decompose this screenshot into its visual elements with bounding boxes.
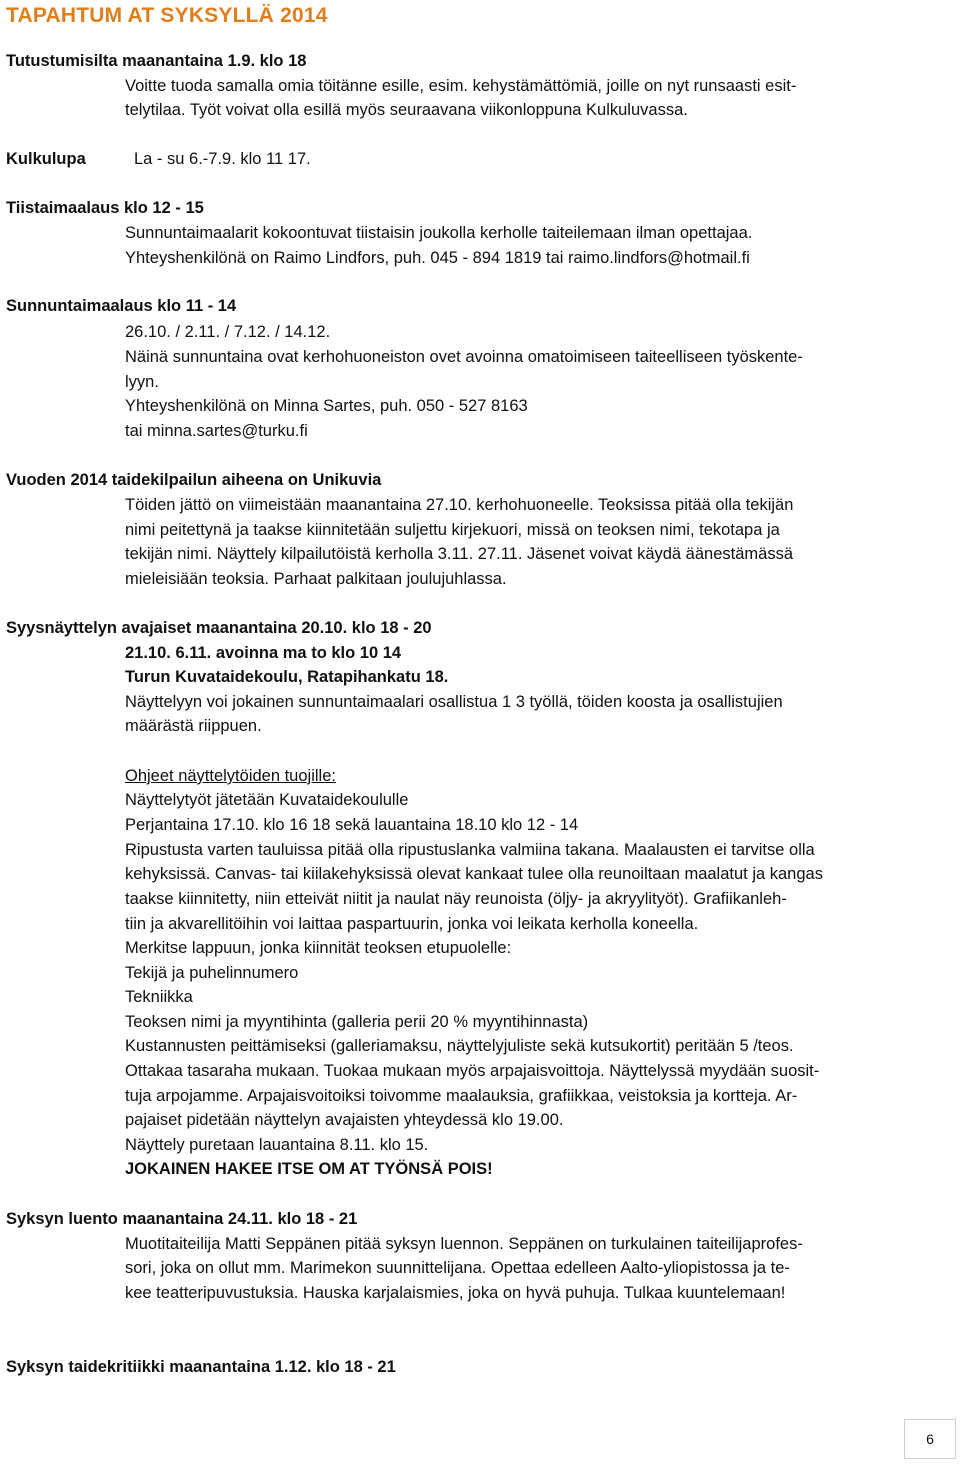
text-line: määrästä riippuen. [125,717,262,735]
text-line: kehyksissä. Canvas- tai kiilakehyksissä olevat kankaat tulee olla reunoiltaan maalatut ja kangas [125,865,823,883]
text-line: Tekniikka [125,988,193,1006]
text-line: Näyttely puretaan lauantaina 8.11. klo 15. [125,1136,429,1154]
text-line: tekijän nimi. Näyttely kilpailutöistä kerholla 3.11. 27.11. Jäsenet voivat käydä äänestämässä [125,545,794,563]
text-line: Sunnuntaimaalarit kokoontuvat tiistaisin joukolla kerholle taiteilemaan ilman opettajaa. [125,224,753,242]
text-line: Näinä sunnuntaina ovat kerhohuoneiston ovet avoinna omatoimiseen taiteelliseen työskente- [125,348,803,366]
text-line: nimi peitettynä ja taakse kiinnitetään suljettu kirjekuori, missä on teoksen nimi, tekotapa ja [125,521,780,539]
text-line: taakse kiinnitetty, niin etteivät niitit ja naulat näy reunoista (öljy- ja akryylityöt). Grafiikanleh- [125,890,787,908]
text-line: lyyn. [125,373,159,391]
text-line: tiin ja akvarellitöihin voi laittaa paspartuurin, jonka voi leikata kerholla koneella. [125,915,699,933]
text-line: Turun Kuvataidekoulu, Ratapihankatu 18. [125,668,449,686]
text-line: Voitte tuoda samalla omia töitänne esille, esim. kehystämättömiä, joille on nyt runsaasti esit- [125,77,797,95]
text-line: Ripustusta varten tauluissa pitää olla ripustuslanka valmiina takana. Maalausten ei tarvitse olla [125,841,815,859]
text-line: Merkitse lappuun, jonka kiinnität teoksen etupuolelle: [125,939,512,957]
page-number: 6 [926,1431,934,1447]
text-line: Näyttelytyöt jätetään Kuvataidekoululle [125,791,409,809]
section-heading: Tutustumisilta maanantaina 1.9. klo 18 [6,52,307,70]
text-line: Yhteyshenkilönä on Minna Sartes, puh. 050 - 527 8163 [125,397,528,415]
text-line: 21.10. 6.11. avoinna ma to klo 10 14 [125,644,402,662]
text-line: Kustannusten peittämiseksi (galleriamaksu, näyttelyjuliste sekä kutsukortit) peritään 5 /teos. [125,1037,794,1055]
text-line: sori, joka on ollut mm. Marimekon suunnittelijana. Opettaa edelleen Aalto-yliopistossa ja te- [125,1259,790,1277]
text-line: tuja arpojamme. Arpajaisvoitoiksi toivomme maalauksia, grafiikkaa, veistoksia ja kortteja. Ar- [125,1087,798,1105]
page-title: TAPAHTUM AT SYKSYLLÄ 2014 [6,4,328,27]
section-heading: Syksyn luento maanantaina 24.11. klo 18 - 21 [6,1210,358,1228]
section-heading: Vuoden 2014 taidekilpailun aiheena on Unikuvia [6,471,382,489]
section-heading: Sunnuntaimaalaus klo 11 - 14 [6,297,237,315]
text-line: JOKAINEN HAKEE ITSE OM AT TYÖNSÄ POIS! [125,1160,493,1178]
text-line: 26.10. / 2.11. / 7.12. / 14.12. [125,323,331,341]
section-heading: Tiistaimaalaus klo 12 - 15 [6,199,204,217]
text-line: mieleisiään teoksia. Parhaat palkitaan joulujuhlassa. [125,570,507,588]
text-line: Tekijä ja puhelinnumero [125,964,299,982]
section-heading: Kulkulupa [6,150,86,168]
text-line: pajaiset pidetään näyttelyn avajaisten yhteydessä klo 19.00. [125,1111,564,1129]
text-line: Näyttelyyn voi jokainen sunnuntaimaalari osallistua 1 3 työllä, töiden koosta ja osallistujien [125,693,783,711]
text-line: telytilaa. Työt voivat olla esillä myös seuraavana viikonloppuna Kulkuluvassa. [125,101,688,119]
text-line: Töiden jättö on viimeistään maanantaina 27.10. kerhohuoneelle. Teoksissa pitää olla tekijän [125,496,794,514]
text-line: Ohjeet näyttelytöiden tuojille: [125,767,336,785]
text-line: tai minna.sartes@turku.fi [125,422,308,440]
text-line: Yhteyshenkilönä on Raimo Lindfors, puh. 045 - 894 1819 tai raimo.lindfors@hotmail.fi [125,249,750,267]
text-line: La - su 6.-7.9. klo 11 17. [134,150,311,168]
text-line: Muotitaiteilija Matti Seppänen pitää syksyn luennon. Seppänen on turkulainen taiteilijaprofes- [125,1235,803,1253]
text-line: Ottakaa tasaraha mukaan. Tuokaa mukaan myös arpajaisvoittoja. Näyttelyssä myydään suosit- [125,1062,820,1080]
text-line: Teoksen nimi ja myyntihinta (galleria perii 20 % myyntihinnasta) [125,1013,589,1031]
section-heading: Syysnäyttelyn avajaiset maanantaina 20.10. klo 18 - 20 [6,619,432,637]
text-line: Perjantaina 17.10. klo 16 18 sekä lauantaina 18.10 klo 12 - 14 [125,816,579,834]
text-line: kee teatteripuvustuksia. Hauska karjalaismies, joka on hyvä puhuja. Tulkaa kuuntelemaan! [125,1284,786,1302]
section-heading: Syksyn taidekritiikki maanantaina 1.12. klo 18 - 21 [6,1358,396,1376]
page-number-box [904,1419,956,1459]
